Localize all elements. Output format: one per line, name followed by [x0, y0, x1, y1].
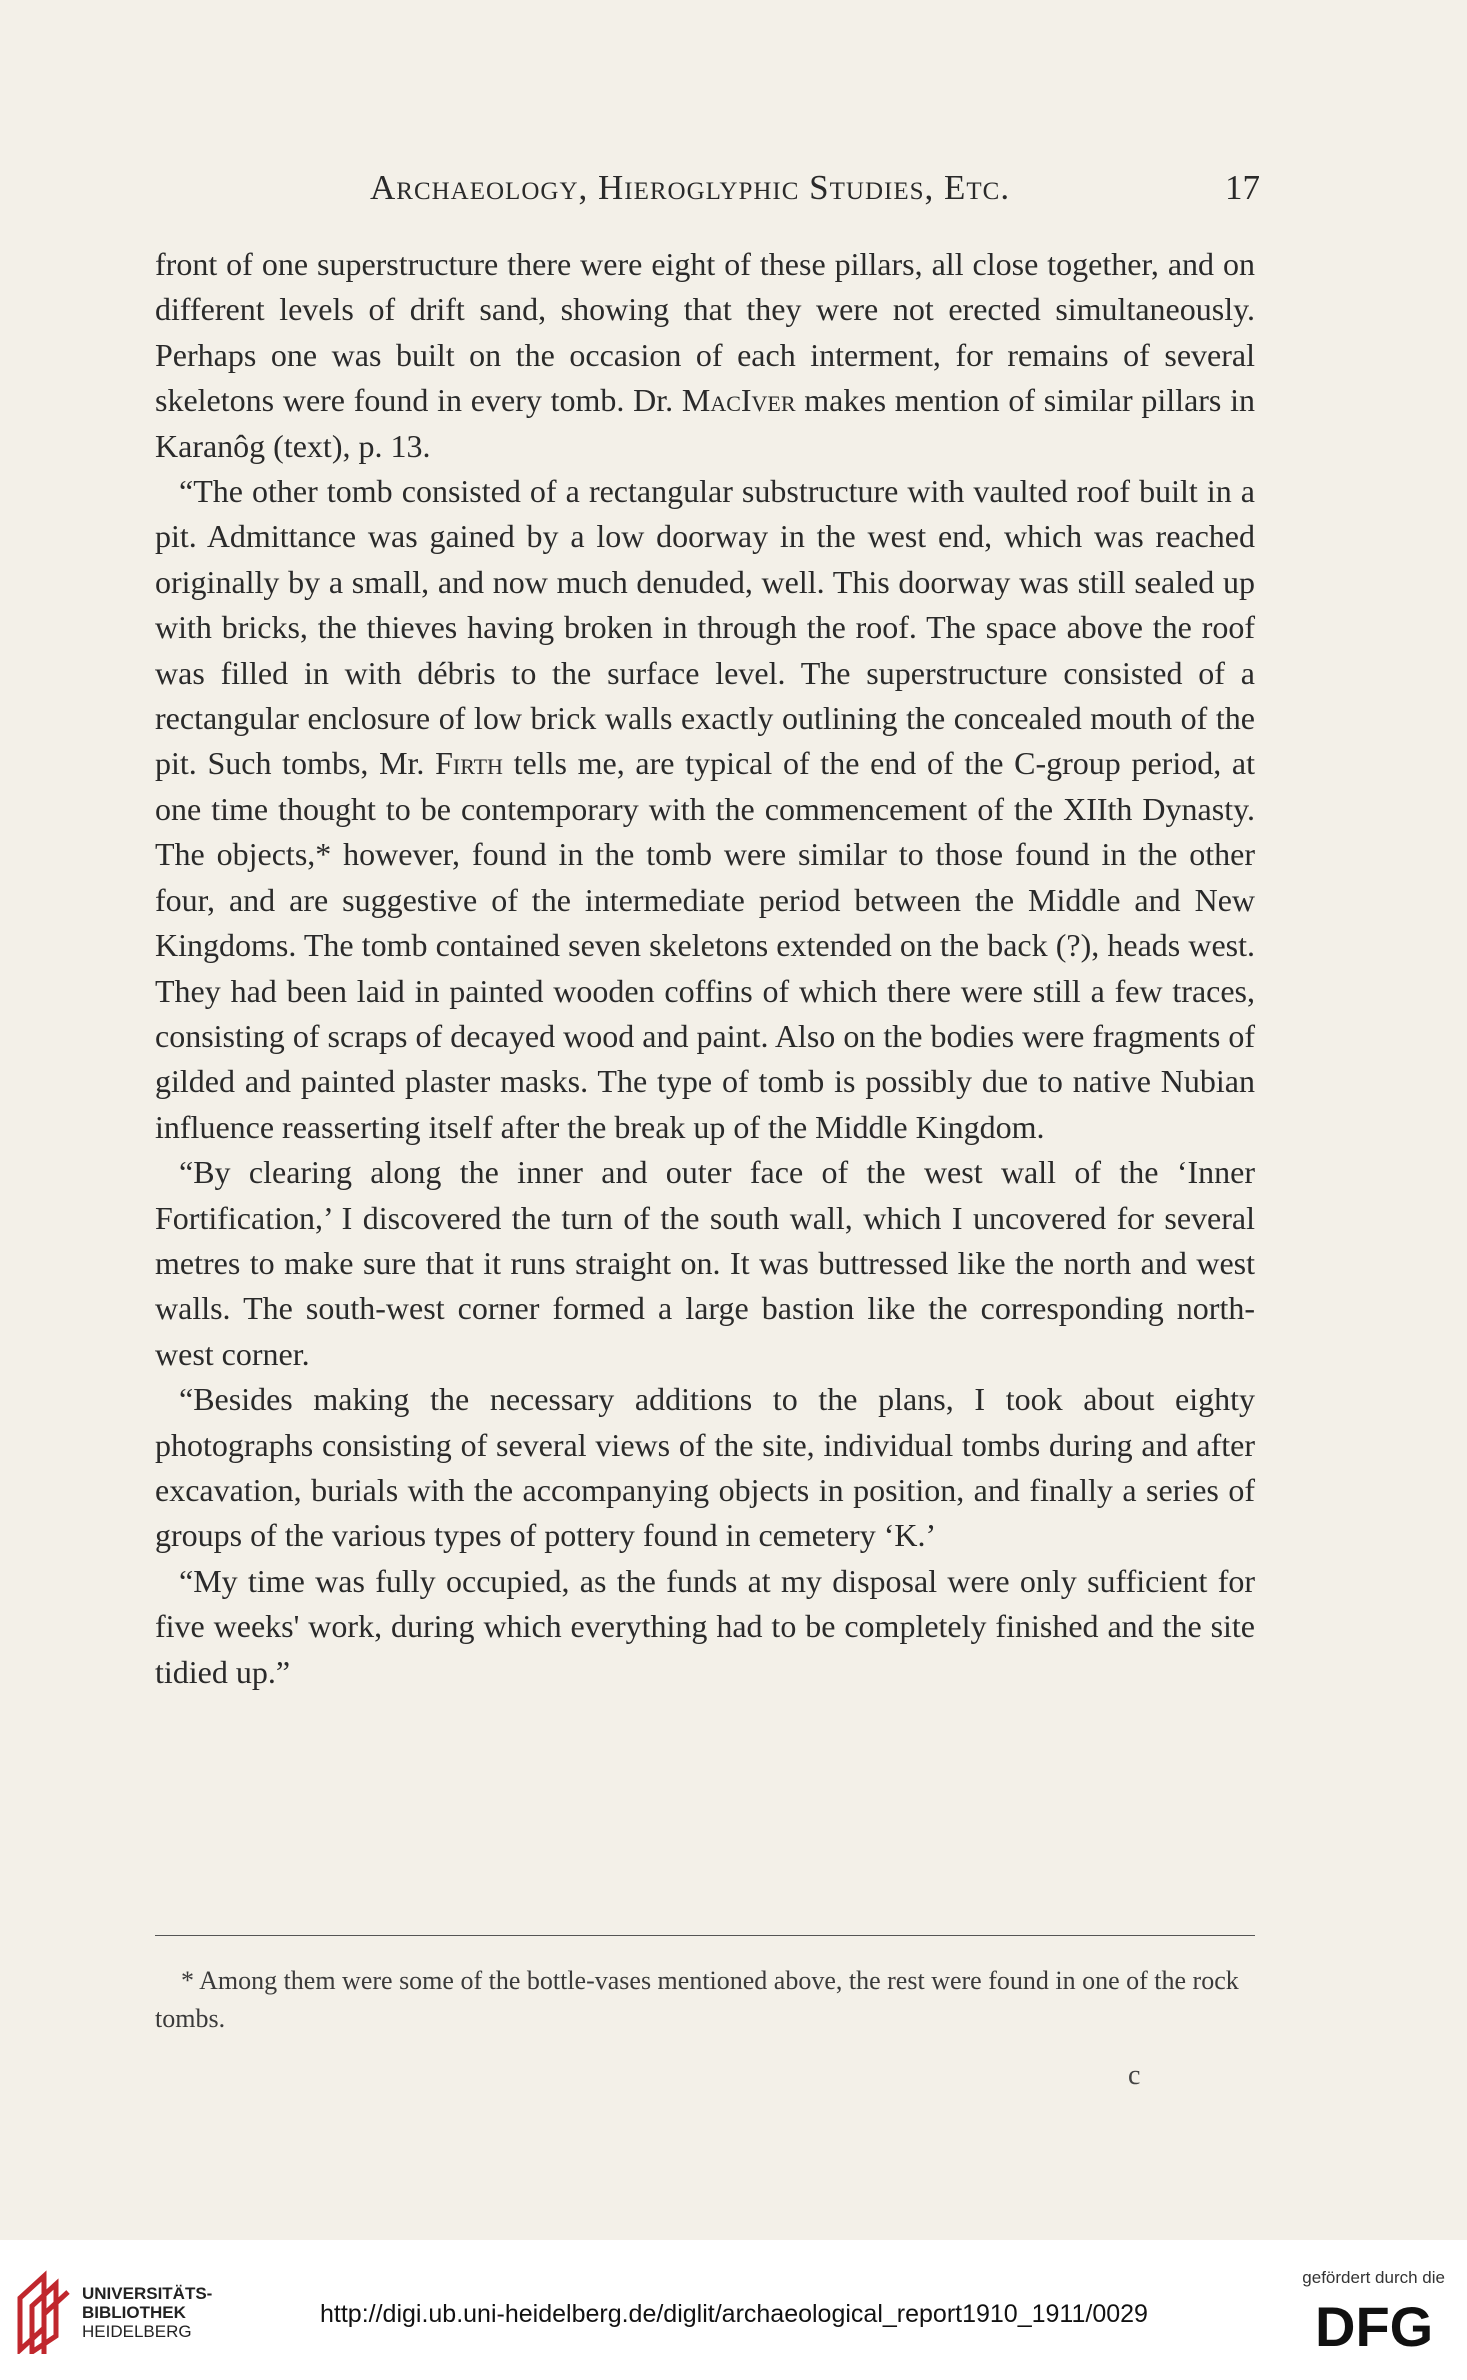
footnote-text: * Among them were some of the bottle-vases mentioned above, the rest were found in one of the rock tombs.: [155, 1966, 1239, 2033]
dfg-logo-icon: [1315, 2298, 1445, 2350]
footnote: [155, 1962, 1255, 2038]
svg-text:DFG: DFG: [1315, 2298, 1434, 2350]
library-name: UNIVERSITÄTS- BIBLIOTHEK HEIDELBERG: [82, 2284, 213, 2341]
paragraph-1: front of one superstructure there were eight of these pillars, all close together, and on different levels of drift sand, showing that they were not erected simultaneously. Perhaps one was built on the occasion of each interment, for remains of several skeletons were found in every tomb. Dr. MacIver makes mention of similar pillars in Karanôg (text), p. 13.: [155, 246, 1256, 464]
author-name-firth: Firth: [435, 745, 503, 782]
paragraph-4: “Besides making the necessary additions to the plans, I took about eighty photographs consisting of several views of the site, individual tombs during and after excavation, burials with the accompanying objects in position, and finally a series of groups of the various types of pottery found in cemetery ‘K.’: [155, 1381, 1255, 1554]
library-logo-icon: [14, 2270, 72, 2354]
footnote-rule: [155, 1935, 1255, 1936]
footer-bar: [0, 2240, 1467, 2380]
funded-by-label: gefördert durch die: [1302, 2268, 1445, 2287]
paragraph-3: “By clearing along the inner and outer face of the west wall of the ‘Inner Fortification,’ I discovered the turn of the south wall, which I uncovered for several metres to make sure that it runs straight on. It was buttressed like the north and west walls. The south-west corner formed a large bastion like the corresponding north-west corner.: [155, 1154, 1255, 1372]
paragraph-5: “My time was fully occupied, as the funds at my disposal were only sufficient for five weeks' work, during which everything had to be completely finished and the site tidied up.”: [155, 1562, 1255, 1690]
body-text: [155, 242, 1255, 1695]
signature-mark: c: [1128, 2060, 1141, 2091]
page-number: 17: [1225, 168, 1260, 207]
author-name-maciver: MacIver: [681, 382, 796, 419]
paragraph-2: “The other tomb consisted of a rectangular substructure with vaulted roof built in a pit. Admittance was gained by a low doorway in the west end, which was reached originally by a small, and now much denuded, well. This doorway was still sealed up with bricks, the thieves having broken in through the roof. The space above the roof was filled in with débris to the surface level. The superstructure consisted of a rectangular enclosure of low brick walls exactly outlining the concealed mouth of the pit. Such tombs, Mr. Firth tells me, are typical of the end of the C-group period, at one time thought to be contemporary with the commencement of the XIIth Dynasty. The objects,* however, found in the tomb were similar to those found in the other four, and are suggestive of the intermediate period between the Middle and New Kingdoms. The tomb contained seven skeletons extended on the back (?), heads west. They had been laid in painted wooden coffins of which there were still a few traces, consisting of scraps of decayed wood and paint. Also on the bodies were fragments of gilded and painted plaster masks. The type of tomb is possibly due to native Nubian influence reasserting itself after the break up of the Middle Kingdom.: [155, 473, 1255, 1145]
running-title: Archaeology, Hieroglyphic Studies, Etc.: [370, 168, 1011, 207]
running-head: [150, 168, 1260, 218]
permalink-url[interactable]: http://digi.ub.uni-heidelberg.de/diglit/archaeological_report1910_1911/0029: [320, 2300, 1148, 2328]
